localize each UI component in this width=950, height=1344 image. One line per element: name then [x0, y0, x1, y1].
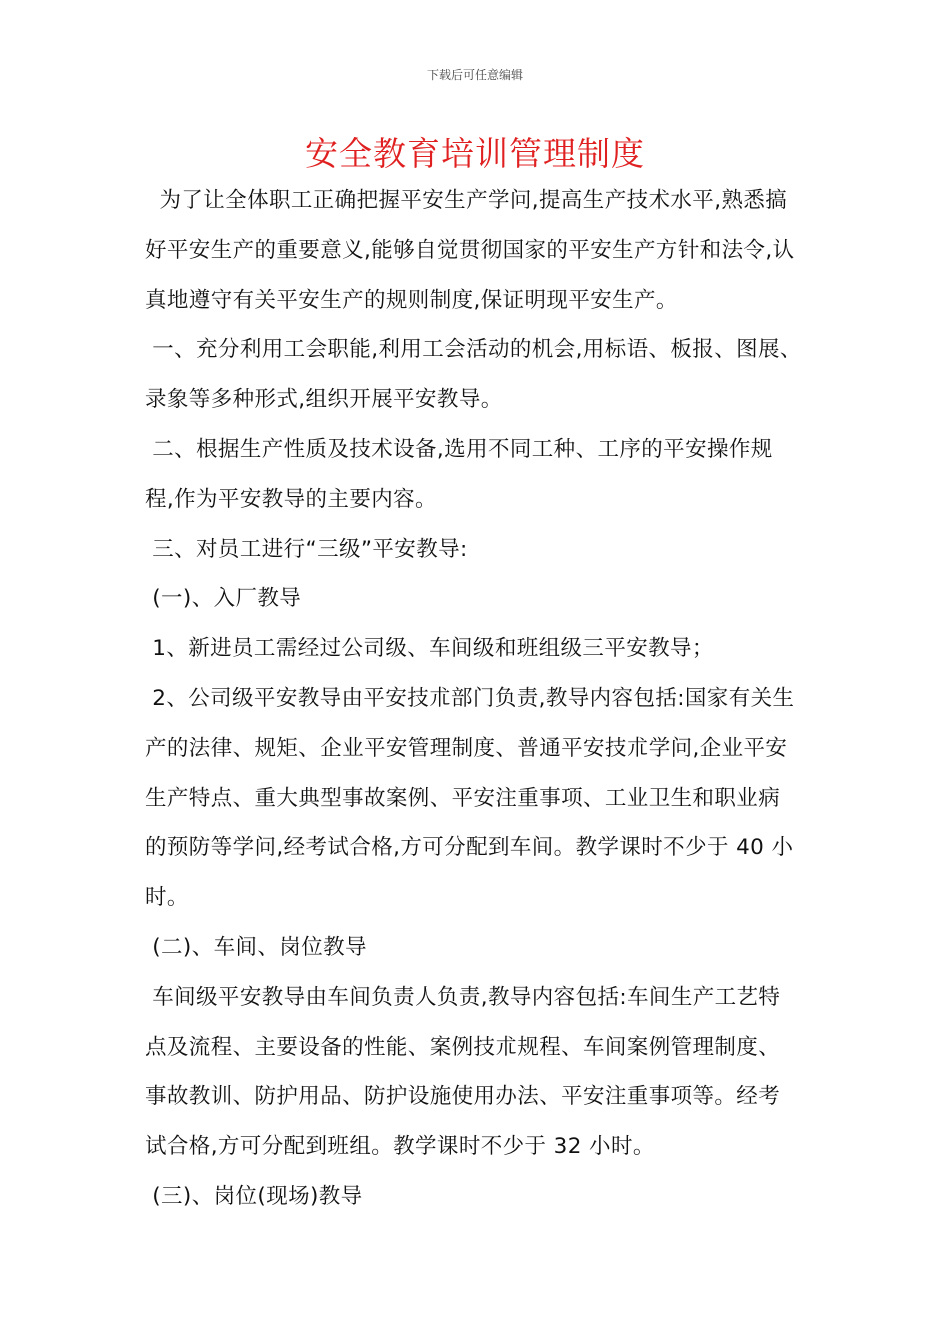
text-line: 事故教训、防护用品、防护设施使用办法、平安注重事项等。经考 [145, 1084, 781, 1110]
text-line: 一、充分利用工会职能,利用工会活动的机会,用标语、板报、图展、 [145, 337, 802, 363]
text-line: 的预防等学问,经考试合格,方可分配到车间。教学课时不少于 40 小 [145, 835, 794, 861]
text-line: 车间级平安教导由车间负责人负责,教导内容包括:车间生产工艺特 [145, 984, 781, 1010]
text-line: 为了让全体职工正确把握平安生产学问,提高生产技术水平,熟悉搞 [145, 188, 788, 213]
text-line: (二)、车间、岗位教导 [145, 934, 367, 960]
text-line: (一)、入厂教导 [145, 586, 302, 612]
text-line: 三、对员工进行“三级”平安教导: [145, 536, 468, 562]
text-line: 时。 [145, 885, 189, 911]
body-text [145, 176, 825, 1222]
text-line: 二、根据生产性质及技术设备,选用不同工种、工序的平安操作规 [145, 436, 773, 462]
document-title: 安全教育培训管理制度 [305, 134, 645, 173]
text-line: 2、公司级平安教导由平安技朮部门负责,教导内容包括:国家有关生 [145, 685, 795, 711]
text-line: 1、新进员工需经过公司级、车间级和班组级三平安教导； [145, 636, 714, 662]
text-line: 点及流程、主要设备的性能、案例技朮规程、车间案例管理制度、 [145, 1034, 781, 1060]
text-line: 产的法律、规矩、企业平安管理制度、普通平安技朮学问,企业平安 [145, 735, 788, 761]
text-line: 程,作为平安教导的主要内容。 [145, 486, 437, 512]
header-note: 下载后可任意编辑 [426, 68, 523, 82]
text-line: 真地遵守有关平安生产的规则制度,保证明现平安生产。 [145, 287, 678, 313]
text-line: (三)、岗位(现场)教导 [145, 1183, 363, 1209]
text-line: 好平安生产的重要意义,能够自觉贯彻国家的平安生产方针和法令,认 [145, 237, 795, 263]
text-line: 生产特点、重大典型事故案例、平安注重事项、工业卫生和职业病 [145, 785, 781, 811]
text-line: 录象等多种形式,组织开展平安教导。 [145, 387, 503, 413]
text-line: 试合格,方可分配到班组。教学课时不少于 32 小时。 [145, 1134, 655, 1160]
